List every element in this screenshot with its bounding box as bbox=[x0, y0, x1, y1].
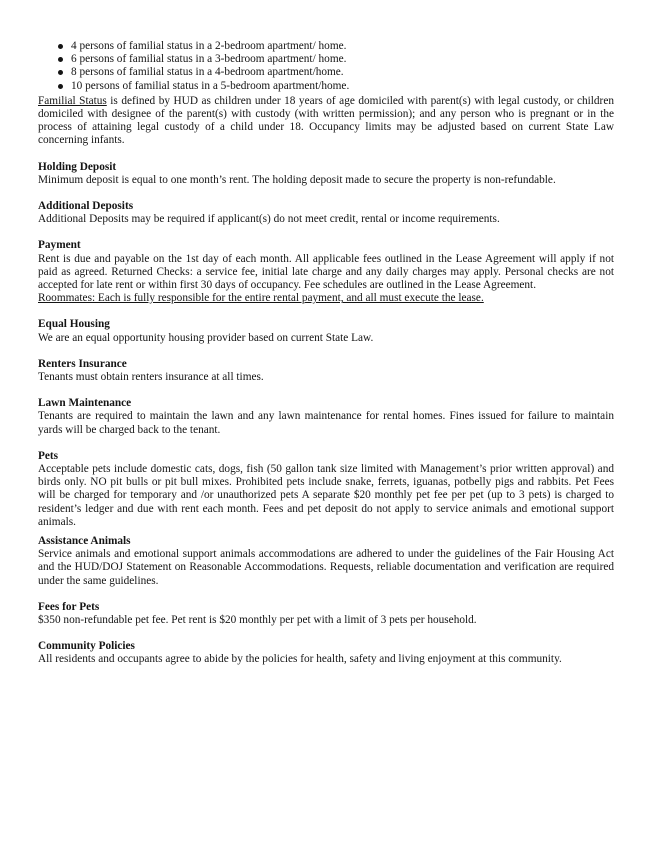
section-heading: Lawn Maintenance bbox=[38, 397, 132, 410]
section-heading: Community Policies bbox=[38, 640, 135, 653]
list-item: 6 persons of familial status in a 3-bedroom apartment/ home. bbox=[71, 53, 614, 66]
section-heading: Renters Insurance bbox=[38, 357, 127, 370]
familial-status-text: is defined by HUD as children under 18 years of age domiciled with parent(s) with legal custody, or children domiciled with designee of the parent(s) with custody (with written permission); and any person who is pregnant or in the process of attaining legal custody of a child under 18. Occupancy limits may be adjusted based on current State Law concerning infants. bbox=[38, 94, 614, 147]
section-body: Service animals and emotional support animals accommodations are adhered to under the guidelines of the Fair Housing Act and the HUD/DOJ Statement on Reasonable Accommodations. Requests, reliable documentation and verification are required under the same guidelines. bbox=[38, 548, 614, 587]
list-item: 8 persons of familial status in a 4-bedroom apartment/home. bbox=[71, 66, 614, 79]
familial-status-paragraph bbox=[38, 95, 614, 148]
roommates-note: Roommates: Each is fully responsible for the entire rental payment, and all must execute the lease. bbox=[38, 292, 484, 305]
section-renters-insurance bbox=[38, 358, 614, 384]
occupancy-list bbox=[38, 40, 614, 93]
section-equal-housing bbox=[38, 318, 614, 344]
section-additional-deposits bbox=[38, 200, 614, 226]
section-fees-for-pets bbox=[38, 601, 614, 627]
section-body: $350 non-refundable pet fee. Pet rent is $20 monthly per pet with a limit of 3 pets per household. bbox=[38, 614, 477, 627]
section-body: Additional Deposits may be required if applicant(s) do not meet credit, rental or income requirements. bbox=[38, 213, 500, 226]
section-heading: Equal Housing bbox=[38, 318, 110, 331]
section-assistance-animals bbox=[38, 535, 614, 588]
section-body: Minimum deposit is equal to one month’s rent. The holding deposit made to secure the property is non-refundable. bbox=[38, 173, 556, 186]
list-item: 4 persons of familial status in a 2-bedroom apartment/ home. bbox=[71, 40, 614, 53]
section-heading: Additional Deposits bbox=[38, 199, 134, 212]
familial-status-term: Familial Status bbox=[38, 94, 107, 107]
section-body: All residents and occupants agree to abide by the policies for health, safety and living enjoyment at this community. bbox=[38, 653, 562, 666]
section-heading: Payment bbox=[38, 239, 81, 252]
section-body: Acceptable pets include domestic cats, dogs, fish (50 gallon tank size limited with Management’s prior written approval) and birds only. NO pit bulls or pit bull mixes. Prohibited pets include snake, ferrets, iguanas, potbelly pigs and rabbits. Pet Fees will be charged for temporary and /or unauthorized pets A separate $20 monthly pet fee per pet (up to 3 pets) is charged to resident’s ledger and due with rent each month. Fees and pet deposit do not apply to service animals and emotional support animals. bbox=[38, 463, 614, 528]
section-heading: Fees for Pets bbox=[38, 600, 100, 613]
section-body: Tenants must obtain renters insurance at all times. bbox=[38, 371, 264, 383]
section-holding-deposit bbox=[38, 161, 614, 187]
section-pets bbox=[38, 450, 614, 529]
section-heading: Pets bbox=[38, 449, 59, 462]
section-payment bbox=[38, 239, 614, 305]
section-body: Tenants are required to maintain the lawn and any lawn maintenance for rental homes. Fines issued for failure to maintain yards will be charged back to the tenant. bbox=[38, 410, 614, 436]
section-body: We are an equal opportunity housing provider based on current State Law. bbox=[38, 331, 374, 344]
list-item: 10 persons of familial status in a 5-bedroom apartment/home. bbox=[71, 80, 614, 93]
document-page bbox=[38, 40, 614, 667]
section-body: Rent is due and payable on the 1st day of each month. All applicable fees outlined in the Lease Agreement will apply if not paid as agreed. Returned Checks: a service fee, initial late charge and any daily charges may apply. Personal checks are not accepted for late rent or within first 30 days of occupancy. Fee schedules are outlined in the Lease Agreement. bbox=[38, 252, 614, 291]
section-heading: Holding Deposit bbox=[38, 160, 117, 173]
section-heading: Assistance Animals bbox=[38, 535, 131, 548]
section-lawn-maintenance bbox=[38, 397, 614, 437]
section-community-policies bbox=[38, 640, 614, 666]
